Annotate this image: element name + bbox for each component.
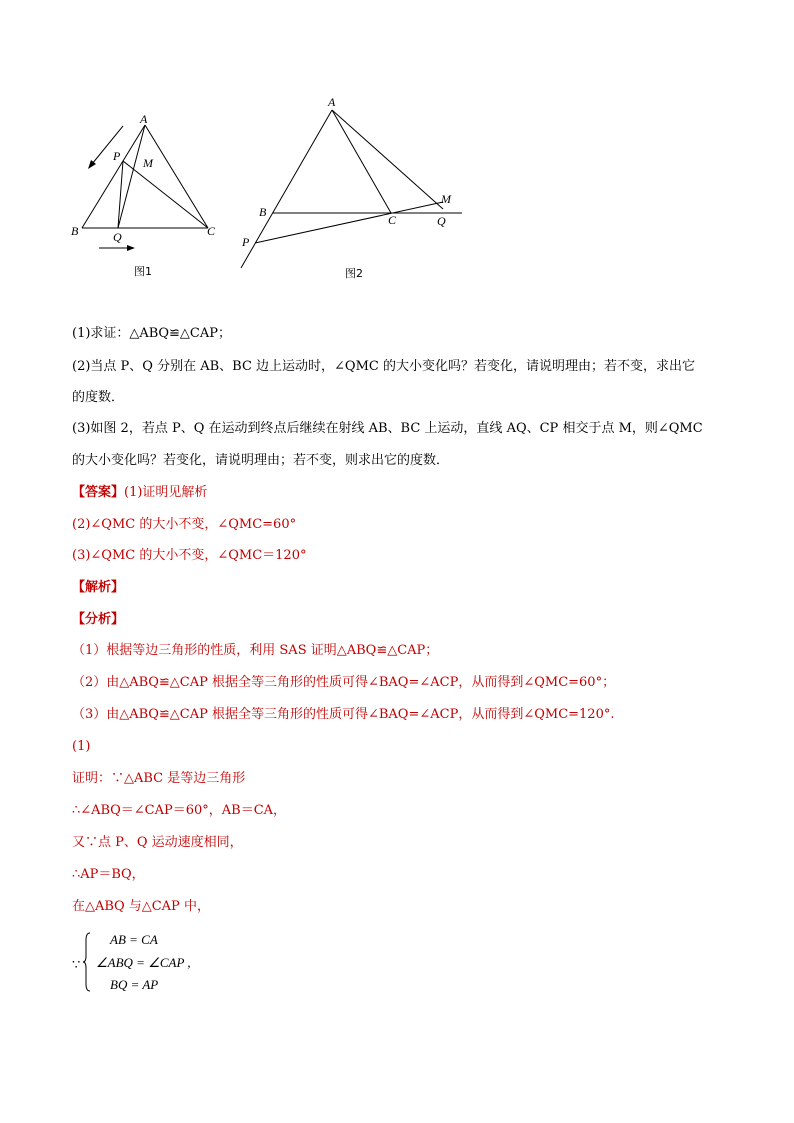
ray-ab: [241, 110, 332, 268]
figure-1: [68, 110, 228, 280]
label-b: B: [259, 205, 267, 219]
question-2-line-1: (2)当点 P、Q 分别在 AB、BC 边上运动时，∠QMC 的大小变化吗？若变化，请说明理由；若不变，求出它: [72, 359, 695, 374]
answer-2: (2)∠QMC 的大小不变，∠QMC=60°: [72, 517, 297, 532]
label-q: Q: [437, 214, 446, 228]
label-m: M: [143, 156, 153, 170]
answer-1: (1)证明见解析: [124, 485, 208, 500]
analysis-tag: 【解析】: [72, 580, 125, 595]
side-ac: [145, 125, 208, 228]
label-p: P: [113, 149, 121, 163]
system-row-3: BQ = AP: [110, 977, 159, 992]
figure-1-caption: 图1: [134, 265, 152, 278]
solution-step-4: ∴AP＝BQ，: [72, 867, 145, 882]
solution-step-2: ∴∠ABQ＝∠CAP＝60°，AB＝CA，: [72, 803, 287, 818]
fenxi-1: （1）根据等边三角形的性质，利用 SAS 证明△ABQ≌△CAP；: [72, 643, 439, 658]
system-row-2: ∠ABQ = ∠CAP ,: [96, 955, 191, 970]
solution-part-label: (1): [72, 739, 91, 754]
question-3-line-2: 的大小变化吗？若变化，请说明理由；若不变，则求出它的度数．: [72, 453, 450, 468]
fenxi-tag: 【分析】: [72, 612, 125, 627]
figure-2: [236, 92, 476, 282]
label-c: C: [207, 224, 216, 238]
because-symbol: ∵: [72, 958, 81, 973]
label-p: P: [242, 235, 250, 249]
question-1: (1)求证：△ABQ≌△CAP；: [72, 326, 231, 341]
answer-block: [72, 484, 207, 502]
label-a: A: [140, 112, 148, 126]
label-a: A: [328, 95, 336, 109]
question-2-line-2: 的度数．: [72, 390, 125, 405]
solution-step-1: 证明：∵△ABC 是等边三角形: [72, 771, 246, 786]
system-row-1: AB = CA: [110, 932, 158, 947]
fenxi-2: （2）由△ABQ≌△CAP 根据全等三角形的性质可得∠BAQ=∠ACP，从而得到∠QMC=60°；: [72, 675, 616, 690]
question-3-line-1: (3)如图 2，若点 P、Q 在运动到终点后继续在射线 AB、BC 上运动，直线 AQ、CP 相交于点 M，则∠QMC: [72, 421, 703, 436]
side-ab: [82, 125, 145, 228]
answer-tag: 【答案】: [72, 485, 125, 500]
answer-3: (3)∠QMC 的大小不变，∠QMC＝120°: [72, 548, 307, 563]
side-ac: [332, 110, 391, 213]
solution-step-5: 在△ABQ 与△CAP 中，: [72, 899, 210, 914]
label-q: Q: [113, 230, 122, 244]
arrow-head-2: [127, 245, 135, 251]
left-brace: [82, 932, 92, 992]
line-aq: [332, 110, 443, 209]
label-m: M: [441, 192, 451, 206]
label-b: B: [71, 224, 79, 238]
fenxi-3: （3）由△ABQ≌△CAP 根据全等三角形的性质可得∠BAQ=∠ACP，从而得到∠QMC=120°.: [72, 707, 615, 722]
label-c: C: [388, 213, 397, 227]
equation-system: [72, 928, 272, 998]
solution-step-3: 又∵点 P、Q 运动速度相同，: [72, 835, 243, 850]
figure-2-caption: 图2: [345, 267, 363, 280]
line-cp: [255, 202, 443, 243]
segment-pc: [123, 161, 208, 228]
